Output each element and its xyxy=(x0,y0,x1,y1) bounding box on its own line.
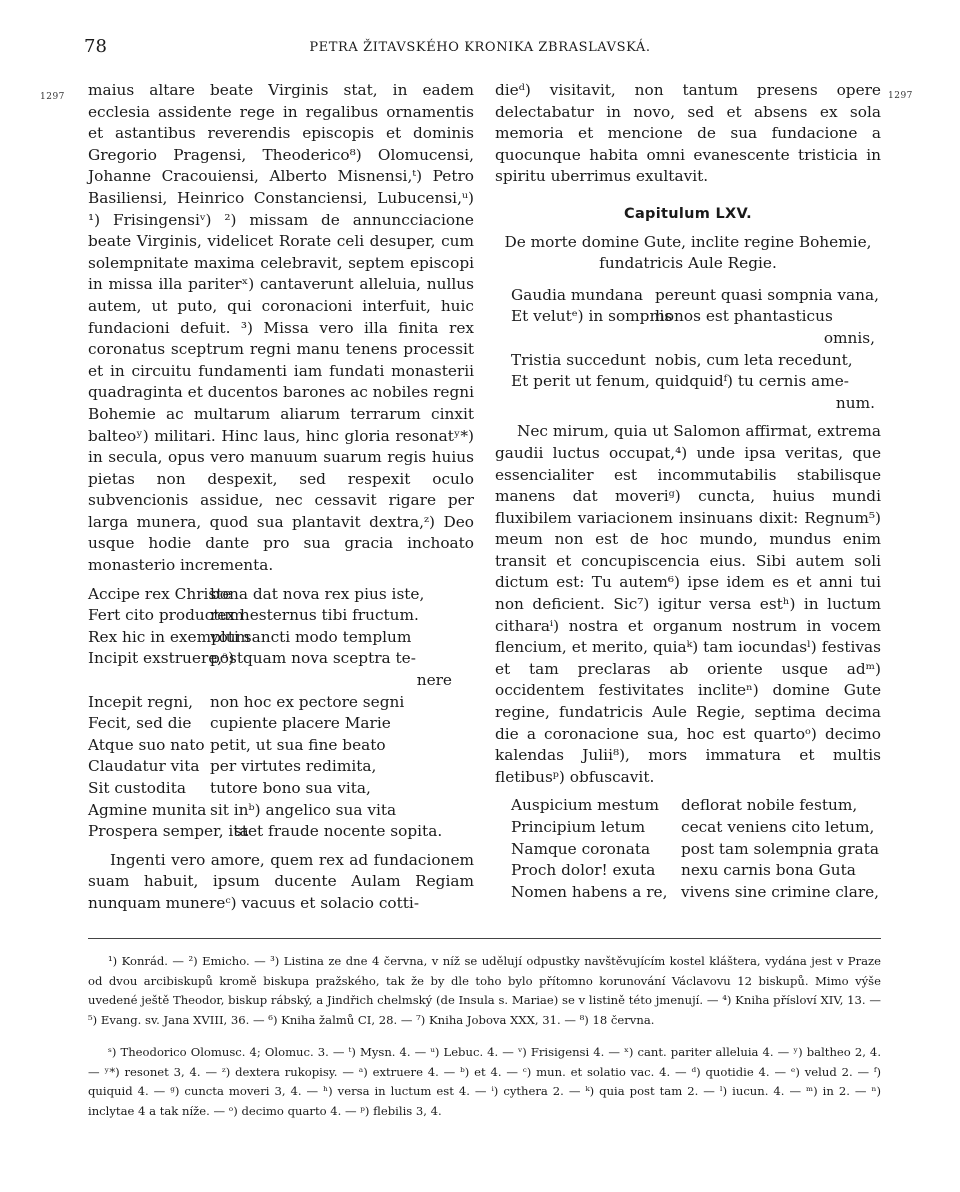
verse-first-half: Proch dolor! exuta xyxy=(511,861,656,880)
verse-first-half: Principium letum xyxy=(511,818,646,836)
chapter-subtitle: De morte domine Gute, inclite regine Bohemie, fundatricis Aule Regie. xyxy=(504,232,872,273)
verse-line xyxy=(511,285,881,307)
verse-line xyxy=(511,371,881,393)
verse-first-half: Auspicium mestum xyxy=(511,796,660,815)
page-header xyxy=(80,36,880,60)
verse-line xyxy=(511,817,881,839)
right-paragraph-2: Nec mirum, quia ut Salomon affirmat, extrema gaudii luctus occupat,⁴) unde ipsa veritas, que essencialiter est incommutabilis stabilisque manens dat moveriᵍ) cuncta, huius mundi fluxibilem variacionem insinuans dixit: Regnum⁵) meum non est de hoc mundo, mundus enim transit et concupiscencia eius. Sibi autem soli dictum est: Tu autem⁶) ipse idem es et anni tui non deficient. Sic⁷) igitur versa estʰ) in luctum citharaⁱ) nostra et organum nostrum in vocem flencium, et merito, quiaᵏ) tam iocundasˡ) festivas et tam preclaras ab oriente usque adᵐ) occidentem festivitates incliteⁿ) domine Gute regine, fundatricis Aule Regie, septima decima die a coronacione sua, hoc est quartoᵒ) decimo kalendas Julii⁸), mors immatura et multis fletibusᵖ) obfuscavit. xyxy=(495,422,881,786)
verse-line xyxy=(88,713,474,735)
verse-line xyxy=(511,882,881,904)
verse-first-half: Incipit exstruere,ᵃ) xyxy=(88,649,235,668)
verse-line xyxy=(511,795,881,817)
verse-line xyxy=(511,350,881,372)
verse-line xyxy=(88,821,474,843)
verse-second-half: quidquidᶠ) tu cernis ame- xyxy=(655,372,849,391)
footnote-divider xyxy=(88,938,881,939)
verse-first-half: Sit custodita xyxy=(88,779,186,797)
verse-first-half: Tristia succedunt xyxy=(511,350,646,369)
verse-line xyxy=(88,584,474,606)
right-verse-1 xyxy=(495,285,881,415)
verse-line-continuation: omnis, xyxy=(823,328,875,347)
verse-second-half: per virtutes redimita, xyxy=(210,757,377,776)
verse-second-half: rex hesternus tibi fructum. xyxy=(210,606,419,625)
verse-first-half: Namque coronata xyxy=(511,839,651,858)
margin-year-left: 1297 xyxy=(40,92,65,102)
verse-first-half: Nomen habens a re, xyxy=(511,882,668,901)
verse-line xyxy=(88,692,474,714)
footnote-text: ¹) Konrád. — ²) Emicho. — ³) Listina ze dne 4 června, v níž se udělují odpustky navštěvujícím kostel kláštera, vydána jest v Praze od dvou arcibiskupů kromě biskupa pražského, tak že by dle toho bylo přítomno korunování Václavovu 12 biskupů. Mimo výše uvedené ještě Theodor, biskup rábský, a Jindřich chelmský (de Insula s. Mariae) se v listině této jmenují. — ⁴) Kniha přísloví XIV, 13. — ⁵) Evang. sv. Jana XVIII, 36. — ⁶) Kniha žalmů CI, 28. — ⁷) Kniha Jobova XXX, 31. — ⁸) 18 června. xyxy=(88,954,881,1027)
right-column xyxy=(495,80,881,903)
verse-line xyxy=(511,860,881,882)
verse-line xyxy=(511,839,881,861)
footnotes-lettered xyxy=(88,1043,881,1121)
footnotes-numbered xyxy=(88,952,881,1030)
verse-first-half: Et perit ut fenum, xyxy=(511,372,650,391)
right-paragraph-1: dieᵈ) visitavit, non tantum presens opere delectabatur in novo, sed et absens ex sola memoria et mencione de sua fundacione a quocunque habita omni evanescente tristicia in spiritu uberrimus exultavit. xyxy=(495,81,881,186)
page-number: 78 xyxy=(84,36,107,57)
verse-second-half: post tam solempnia grata xyxy=(681,839,880,858)
verse-second-half: deflorat nobile festum, xyxy=(681,796,858,815)
verse-line xyxy=(511,306,881,328)
verse-second-half: vivens sine crimine clare, xyxy=(681,882,880,901)
verse-second-half: tutore bono sua vita, xyxy=(210,779,371,797)
verse-second-half: sit inᵇ) angelico sua vita xyxy=(210,800,397,819)
verse-line-continuation: num. xyxy=(835,393,875,412)
verse-line xyxy=(88,605,474,627)
verse-first-half: Et velutᵉ) in sompnis xyxy=(511,307,673,326)
verse-second-half: pereunt quasi sompnia vana, xyxy=(655,285,879,304)
verse-second-half: voti sancti modo templum xyxy=(210,627,412,646)
left-column xyxy=(88,80,474,915)
verse-line xyxy=(88,627,474,649)
verse-second-half: petit, ut sua fine beato xyxy=(210,735,386,754)
footnote-text: ˢ) Theodorico Olomusc. 4; Olomuc. 3. — ᵗ) Mysn. 4. — ᵘ) Lebuc. 4. — ᵛ) Frisigensi 4. — ˣ) cant. pariter alleluia 4. — ʸ) baltheo 2, 4. — ʸ*) resonet 3, 4. — ᶻ) dextera rukopisy. — ᵃ) extruere 4. — ᵇ) et 4. — ᶜ) mun. et solatio vac. 4. — ᵈ) quotidie 4. — ᵉ) velud 2. — ᶠ) quiquid 4. — ᵍ) cuncta moveri 3, 4. — ʰ) versa in luctum est 4. — ⁱ) cythera 2. — ᵏ) quia post tam 2. — ˡ) iucun. 4. — ᵐ) in 2. — ⁿ) inclytae 4 a tak níže. — ᵒ) decimo quarto 4. — ᵖ) flebilis 3, 4. xyxy=(88,1045,881,1118)
running-title: PETRA ŽITAVSKÉHO KRONIKA ZBRASLAVSKÁ. xyxy=(309,40,651,55)
verse-line-continuation: nere xyxy=(416,671,452,690)
verse-second-half: bona dat nova rex pius iste, xyxy=(210,584,425,603)
verse-first-half: Accipe rex Christe xyxy=(88,584,232,603)
left-verse xyxy=(88,584,474,843)
verse-second-half: nexu carnis bona Guta xyxy=(681,861,856,880)
verse-second-half: stet fraude nocente sopita. xyxy=(234,822,443,841)
verse-first-half: Atque suo nato xyxy=(88,735,205,754)
margin-year-right: 1297 xyxy=(888,91,913,101)
right-verse-2 xyxy=(495,795,881,903)
verse-first-half: Incepit regni, xyxy=(88,692,193,711)
verse-line xyxy=(88,778,474,800)
verse-line xyxy=(88,648,474,670)
verse-second-half: non hoc ex pectore segni xyxy=(210,692,405,711)
verse-line xyxy=(88,800,474,822)
verse-second-half: cecat veniens cito letum, xyxy=(681,818,875,836)
verse-first-half: Claudatur vita xyxy=(88,757,200,776)
verse-first-half: Rex hic in exemplum xyxy=(88,627,251,646)
verse-first-half: Prospera semper, ita xyxy=(88,822,249,841)
verse-first-half: Agmine munita xyxy=(88,800,207,819)
verse-second-half: nobis, cum leta recedunt, xyxy=(655,350,853,369)
verse-second-half: honos est phantasticus xyxy=(655,307,833,326)
verse-line xyxy=(88,756,474,778)
verse-second-half: cupiente placere Marie xyxy=(210,714,391,733)
verse-second-half: postquam nova sceptra te- xyxy=(210,649,416,668)
verse-first-half: Gaudia mundana xyxy=(511,285,643,304)
verse-line xyxy=(88,735,474,757)
left-paragraph-1: maius altare beate Virginis stat, in eadem ecclesia assidente rege in regalibus ornamentis et astantibus reverendis episcopis et dominis Gregorio Pragensi, Theoderico⁸) Olomucensi, Johanne Cracouiensi, Alberto Misnensi,ᵗ) Petro Basiliensi, Heinrico Constanciensi, Lubucensi,ᵘ) ¹) Frisingensiᵛ) ²) missam de annuncciacione beate Virginis, videlicet Rorate celi desuper, cum solempnitate maxima celebravit, septem episcopi in missa illa pariterˣ) cantaverunt alleluia, nullus autem, ut puto, qui coronacioni interfuit, huic fundacioni defuit. ³) Missa vero illa finita rex coronatus sceptrum regni manu tenens processit et in circuitu fundamenti iam fundati monasterii quadraginta et ducentos barones ac nobiles regni Bohemie ac multarum aliarum terrarum cinxit balteoʸ) militari. Hinc laus, hinc gloria resonatʸ*) in secula, opus vero manuum suarum regis huius pietas non despexit, sed respexit oculo subvencionis assidue, nec cessavit rigare per larga munera, quod sua plantavit dextra,ᶻ) Deo usque hodie dante pro sua gracia inchoato monasterio incrementa. xyxy=(88,81,474,575)
left-paragraph-2: Ingenti vero amore, quem rex ad fundacionem suam habuit, ipsum ducente Aulam Regiam nunquam munereᶜ) vacuus et solacio cotti- xyxy=(88,850,474,912)
verse-first-half: Fert cito productum xyxy=(88,606,244,625)
chapter-title: Capitulum LXV. xyxy=(624,205,752,222)
verse-first-half: Fecit, sed die xyxy=(88,714,192,733)
